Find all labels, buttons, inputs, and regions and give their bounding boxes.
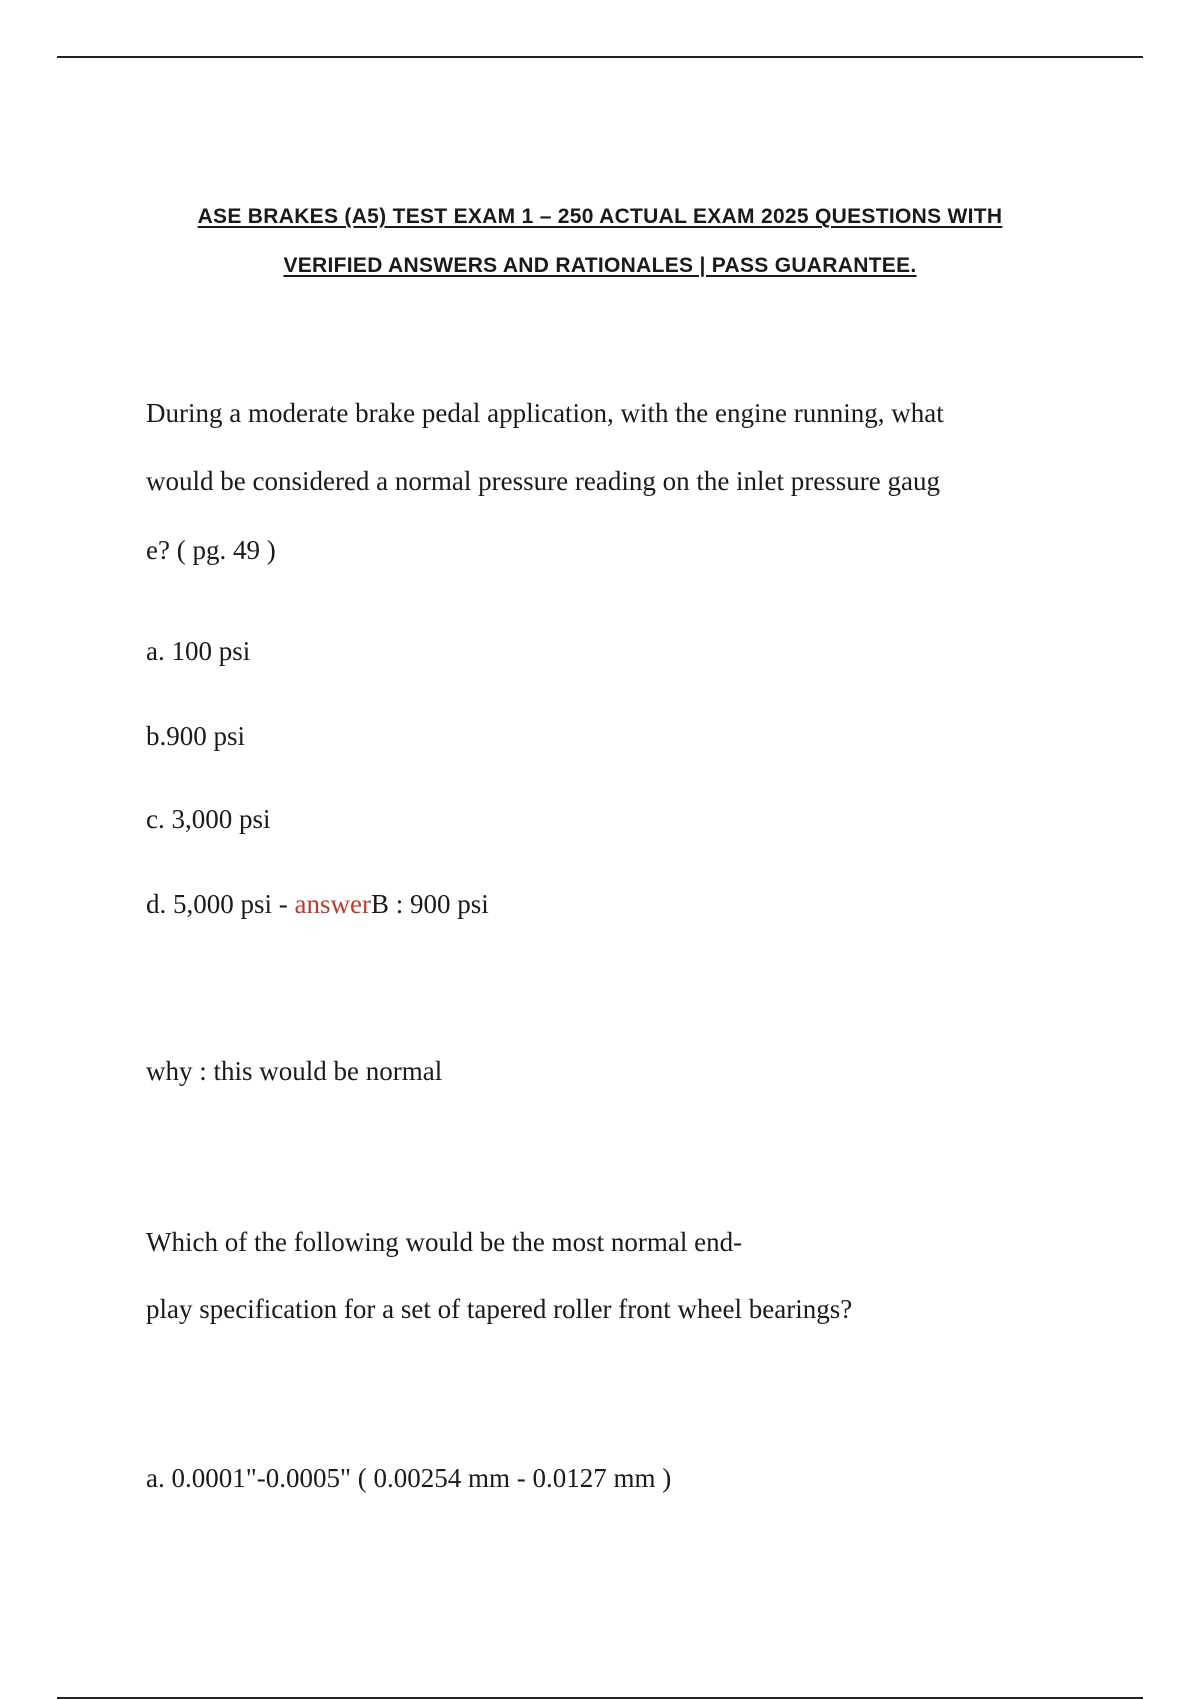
- question-2-line-2: play specification for a set of tapered roller front wheel bearings?: [146, 1294, 853, 1324]
- question-1-option-a: a. 100 psi: [146, 636, 251, 666]
- option-d-text: d. 5,000 psi -: [146, 889, 295, 919]
- title-line-2: VERIFIED ANSWERS AND RATIONALES | PASS GUARANTEE.: [283, 254, 917, 277]
- question-1-line-3: e? ( pg. 49 ): [146, 535, 276, 565]
- question-2-line-1: Which of the following would be the most normal end-: [146, 1227, 743, 1257]
- question-2-option-a: a. 0.0001"-0.0005" ( 0.00254 mm - 0.0127 mm ): [146, 1463, 672, 1493]
- question-1-line-1: During a moderate brake pedal application, with the engine running, what: [146, 398, 944, 428]
- bottom-rule: [57, 1697, 1143, 1699]
- title-line-1: ASE BRAKES (A5) TEST EXAM 1 – 250 ACTUAL EXAM 2025 QUESTIONS WITH: [197, 205, 1003, 228]
- question-1-option-d: [146, 887, 489, 921]
- question-1-rationale: why : this would be normal: [146, 1056, 443, 1086]
- top-rule: [57, 56, 1143, 58]
- answer-label: answer: [294, 889, 371, 919]
- question-1-option-b: b.900 psi: [146, 721, 246, 751]
- question-1-option-c: c. 3,000 psi: [146, 804, 271, 834]
- document-title: [0, 200, 1200, 298]
- answer-value: B : 900 psi: [370, 889, 489, 919]
- question-1-line-2: would be considered a normal pressure reading on the inlet pressure gaug: [146, 466, 940, 496]
